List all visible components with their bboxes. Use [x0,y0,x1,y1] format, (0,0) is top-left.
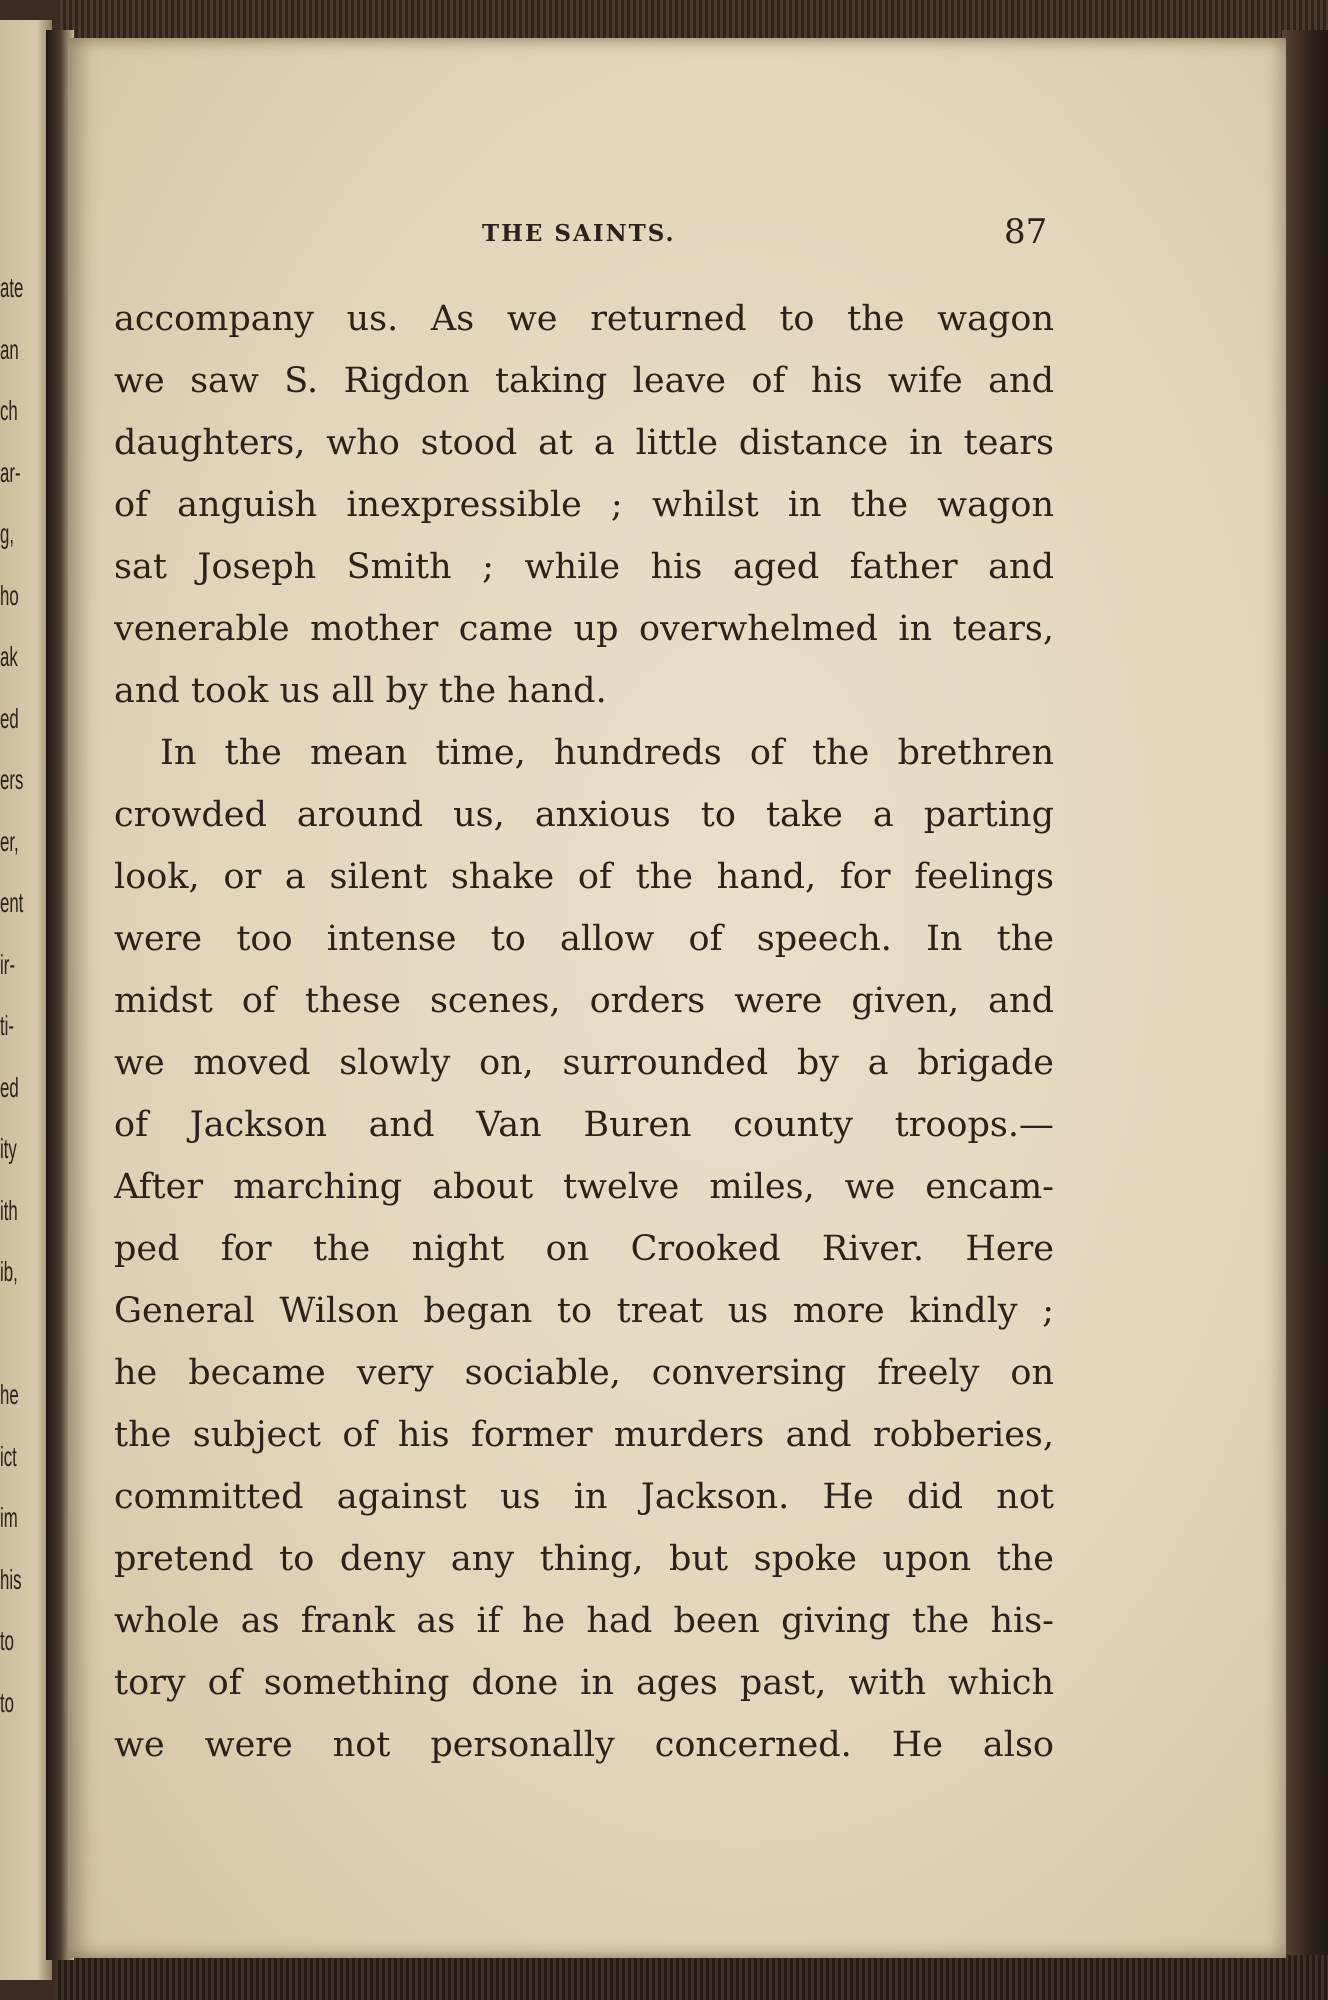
text-line: venerable mother came up overwhelmed in tears, [114,609,1054,649]
text-line: look, or a silent shake of the hand, for feelings [114,857,1054,897]
previous-page-edge [0,20,52,1980]
prev-fragment: er, [0,825,19,857]
text-line: pretend to deny any thing, but spoke upon the [114,1539,1054,1579]
prev-fragment: im [0,1502,18,1533]
prev-fragment: ak [0,641,18,672]
body-text [114,288,1054,1776]
prev-fragment: ers [0,764,24,795]
text-line: he became very sociable, conversing freely on [114,1353,1054,1393]
text-line: committed against us in Jackson. He did not [114,1477,1054,1517]
text-line: midst of these scenes, orders were given, and [114,981,1054,1021]
prev-fragment: ed [0,1071,19,1103]
cover-top-edge [60,0,1328,42]
prev-fragment: ib, [0,1256,18,1287]
text-line: accompany us. As we returned to the wagon [114,299,1054,339]
text-line: we moved slowly on, surrounded by a brigade [114,1043,1054,1083]
cover-bottom-edge [55,1955,1328,2000]
prev-fragment: ity [0,1133,17,1164]
text-line: General Wilson began to treat us more kindly ; [114,1291,1054,1331]
prev-fragment: ent [0,887,24,918]
prev-fragment: ed [0,702,19,734]
text-line: we were not personally concerned. He also [114,1725,1054,1765]
text-line: the subject of his former murders and robberies, [114,1415,1054,1455]
prev-fragment: ict [0,1440,17,1472]
prev-fragment: ch [0,395,18,426]
prev-fragment: ar- [0,456,21,488]
prev-fragment: ith [0,1194,18,1226]
prev-fragment: ir- [0,948,15,980]
prev-fragment: an [0,333,19,365]
page-number: 87 [1004,212,1048,252]
text-line: crowded around us, anxious to take a parting [114,795,1054,835]
previous-page-text-fragments [0,268,24,1744]
running-head [68,178,1286,252]
text-line-paragraph-start: In the mean time, hundreds of the brethren [160,733,1054,773]
book-page [68,38,1286,1958]
prev-fragment: to [0,1625,15,1656]
prev-fragment: ti- [0,1010,14,1041]
prev-fragment: ate [0,272,24,303]
text-line: ped for the night on Crooked River. Here [114,1229,1054,1269]
text-line: we saw S. Rigdon taking leave of his wife and [114,361,1054,401]
prev-fragment: he [0,1379,19,1410]
text-line: daughters, who stood at a little distance in tears [114,423,1054,463]
prev-fragment: his [0,1563,22,1595]
prev-fragment [0,1314,18,1376]
text-line: After marching about twelve miles, we encam- [114,1167,1054,1207]
text-line: of Jackson and Van Buren county troops.— [114,1105,1054,1145]
prev-fragment: ho [0,579,19,611]
text-line: tory of something done in ages past, with which [114,1663,1054,1703]
text-line: of anguish inexpressible ; whilst in the wagon [114,485,1054,525]
text-line: sat Joseph Smith ; while his aged father and [114,547,1054,587]
text-line-paragraph-end: and took us all by the hand. [114,671,607,711]
text-line: whole as frank as if he had been giving the his- [114,1601,1054,1641]
prev-fragment: to [0,1686,15,1718]
prev-fragment: g, [0,518,15,549]
cover-right-edge [1282,30,1328,1980]
running-head-title: THE SAINTS. [482,220,676,247]
text-line: were too intense to allow of speech. In the [114,919,1054,959]
